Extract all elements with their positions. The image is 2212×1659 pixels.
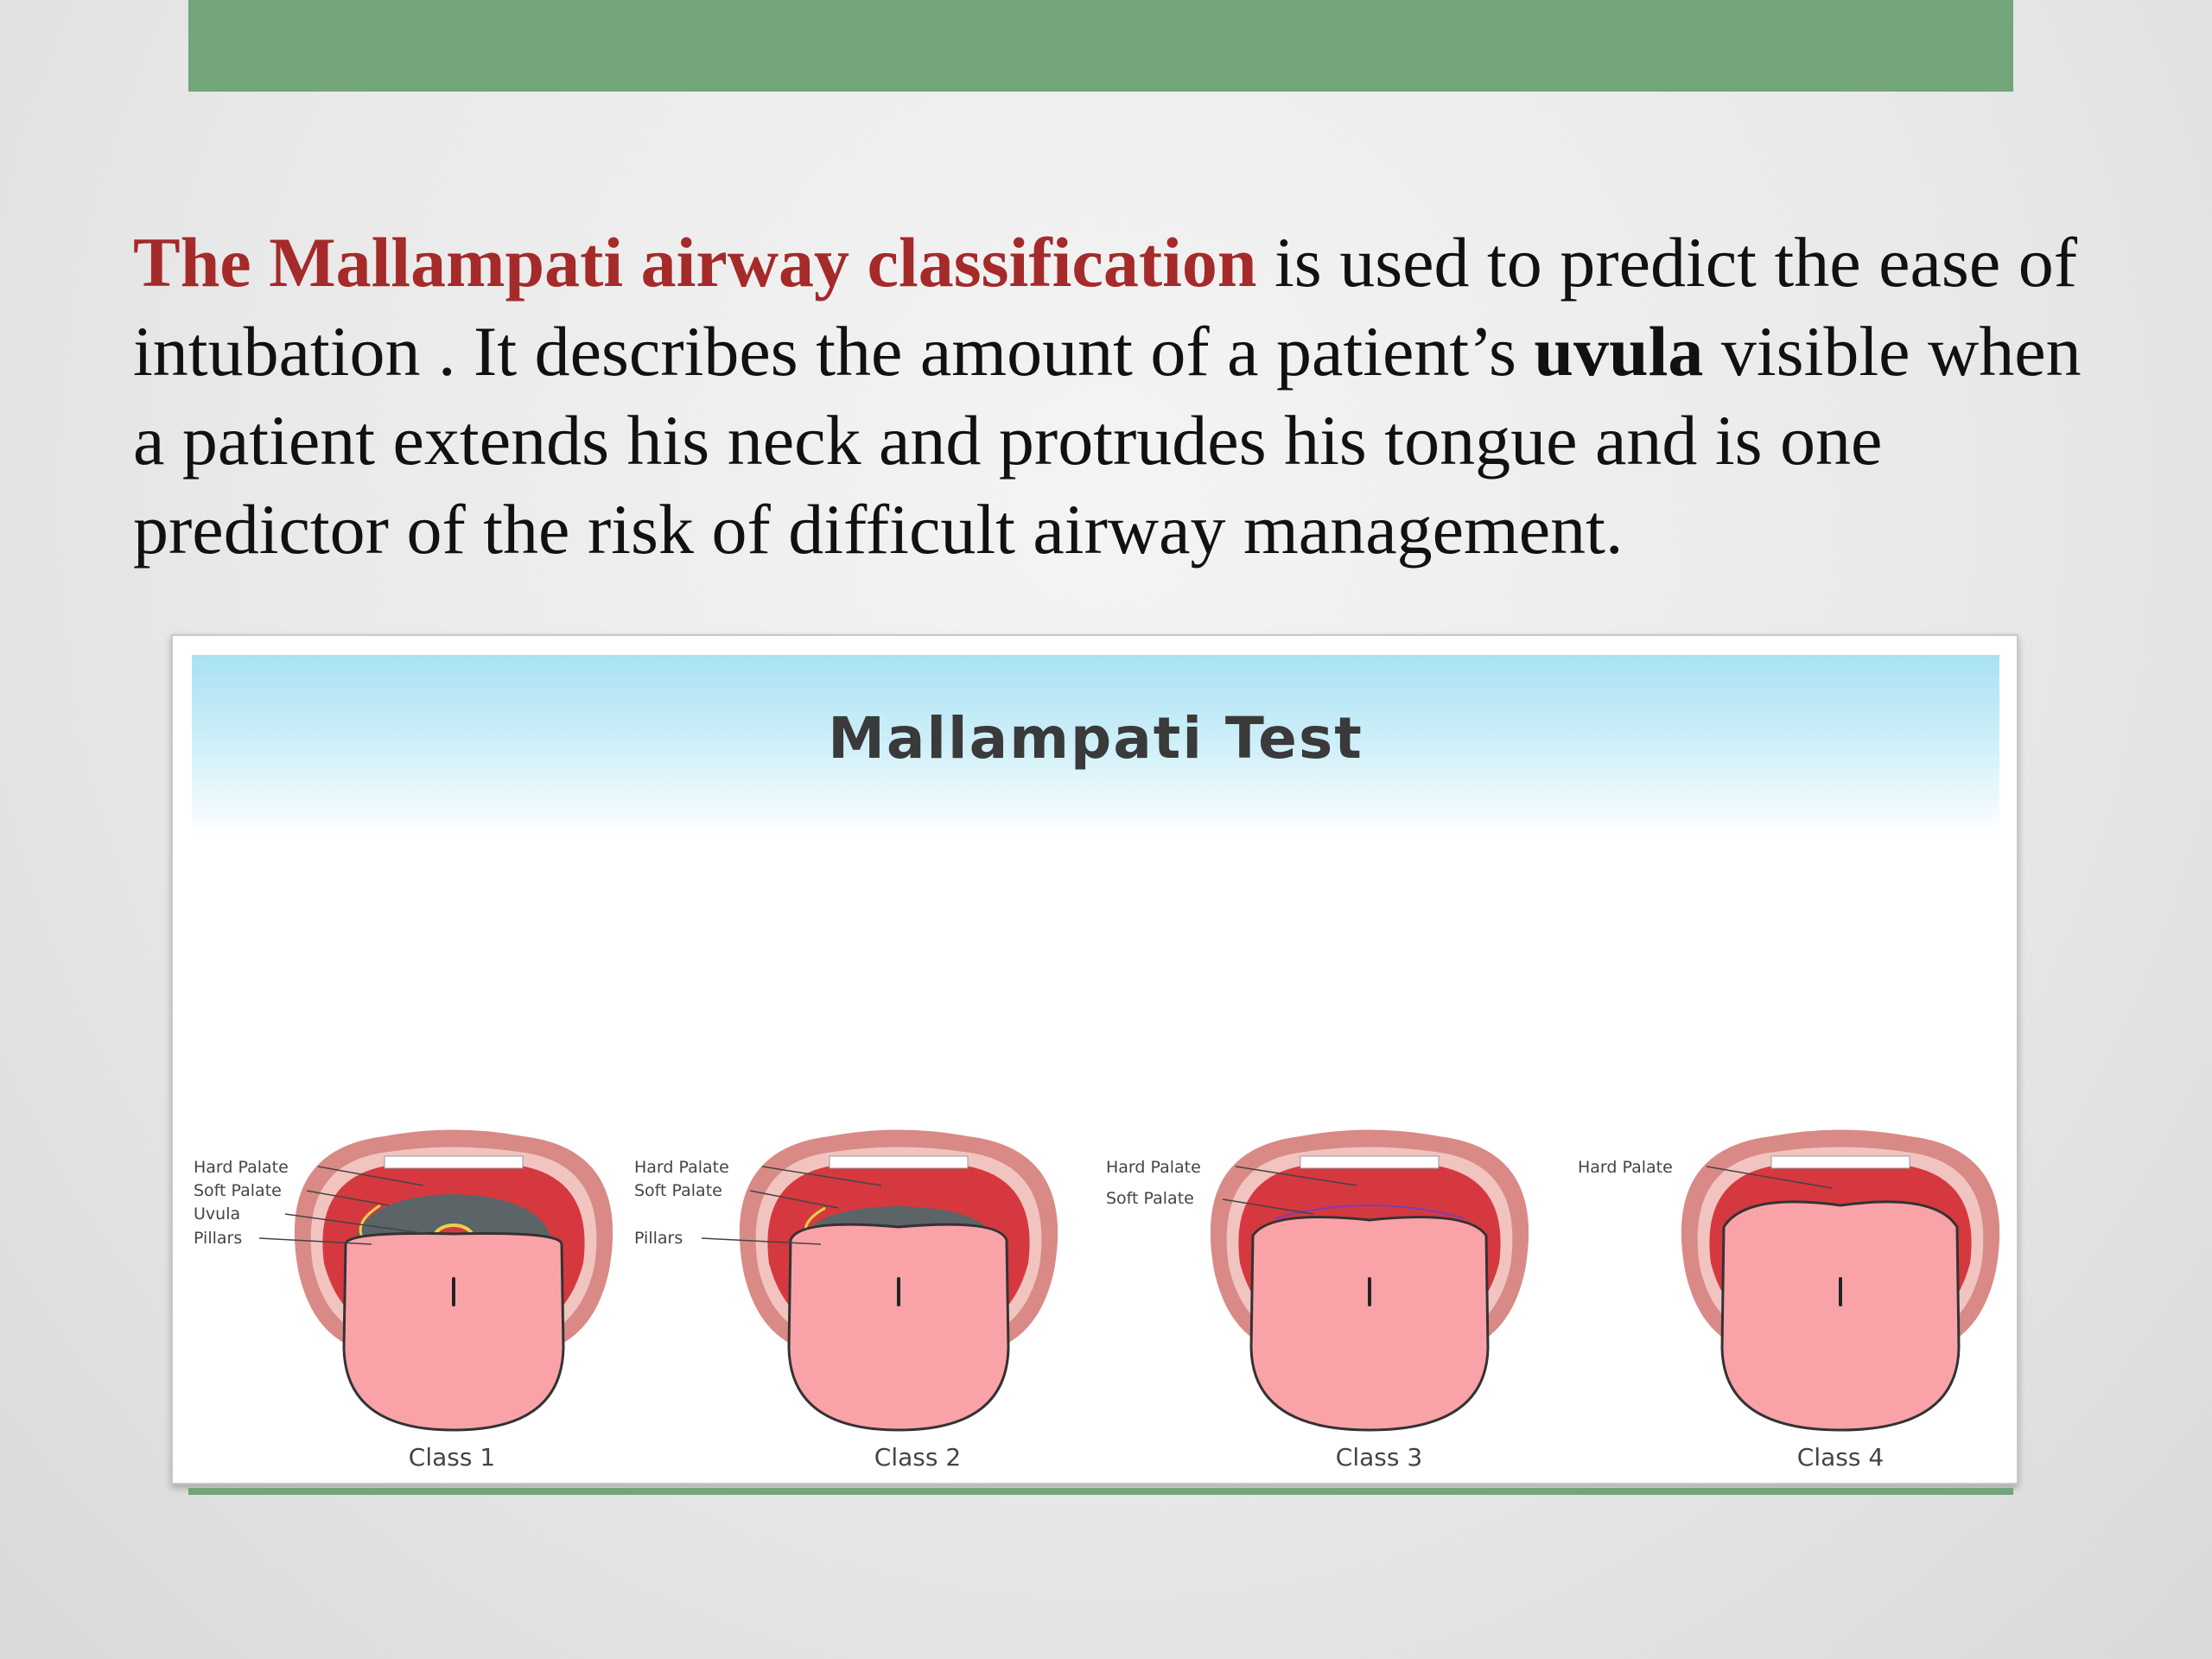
class-2-teeth — [830, 1156, 968, 1168]
class-4-teeth — [1771, 1156, 1910, 1168]
uvula-emphasis: uvula — [1534, 312, 1704, 391]
body-text-part-2: visible when a patient extends his neck and protrudes his tongue and is one predictor of the risk of difficult airway management. — [133, 312, 2082, 569]
class-1-label-hard-palate: Hard Palate — [194, 1158, 289, 1177]
class-4-mouth — [1578, 1130, 1999, 1472]
class-4-label: Class 4 — [1796, 1443, 1885, 1471]
class-3-label-hard-palate: Hard Palate — [1106, 1158, 1201, 1177]
class-2-label-soft-palate: Soft Palate — [634, 1181, 722, 1200]
class-1-teeth — [385, 1156, 523, 1168]
class-3-label-soft-palate: Soft Palate — [1106, 1189, 1194, 1208]
class-1-mouth — [194, 1130, 613, 1472]
class-2-label: Class 2 — [874, 1443, 962, 1471]
class-2-label-pillars: Pillars — [634, 1229, 683, 1248]
body-text-part-1: is used to predict the ease of intubation . It describes the amount of a patient’s — [133, 223, 2078, 391]
class-3-mouth — [1106, 1130, 1529, 1472]
class-4-tongue — [1722, 1202, 1959, 1430]
class-2-label-hard-palate: Hard Palate — [634, 1158, 729, 1177]
class-1-label-uvula: Uvula — [194, 1205, 241, 1224]
class-3-label: Class 3 — [1335, 1443, 1423, 1471]
class-4-label-hard-palate: Hard Palate — [1578, 1158, 1673, 1177]
class-1-label-pillars: Pillars — [194, 1229, 243, 1248]
class-1-tongue — [344, 1234, 563, 1431]
figure-title: Mallampati Test — [828, 705, 1363, 772]
class-3-teeth — [1300, 1156, 1439, 1168]
class-1-label: Class 1 — [408, 1443, 496, 1471]
class-1-label-soft-palate: Soft Palate — [194, 1181, 282, 1200]
class-3-tongue — [1251, 1217, 1488, 1430]
class-2-mouth — [634, 1130, 1058, 1472]
lead-term: The Mallampati airway classification — [133, 223, 1257, 302]
class-2-tongue — [789, 1224, 1008, 1430]
